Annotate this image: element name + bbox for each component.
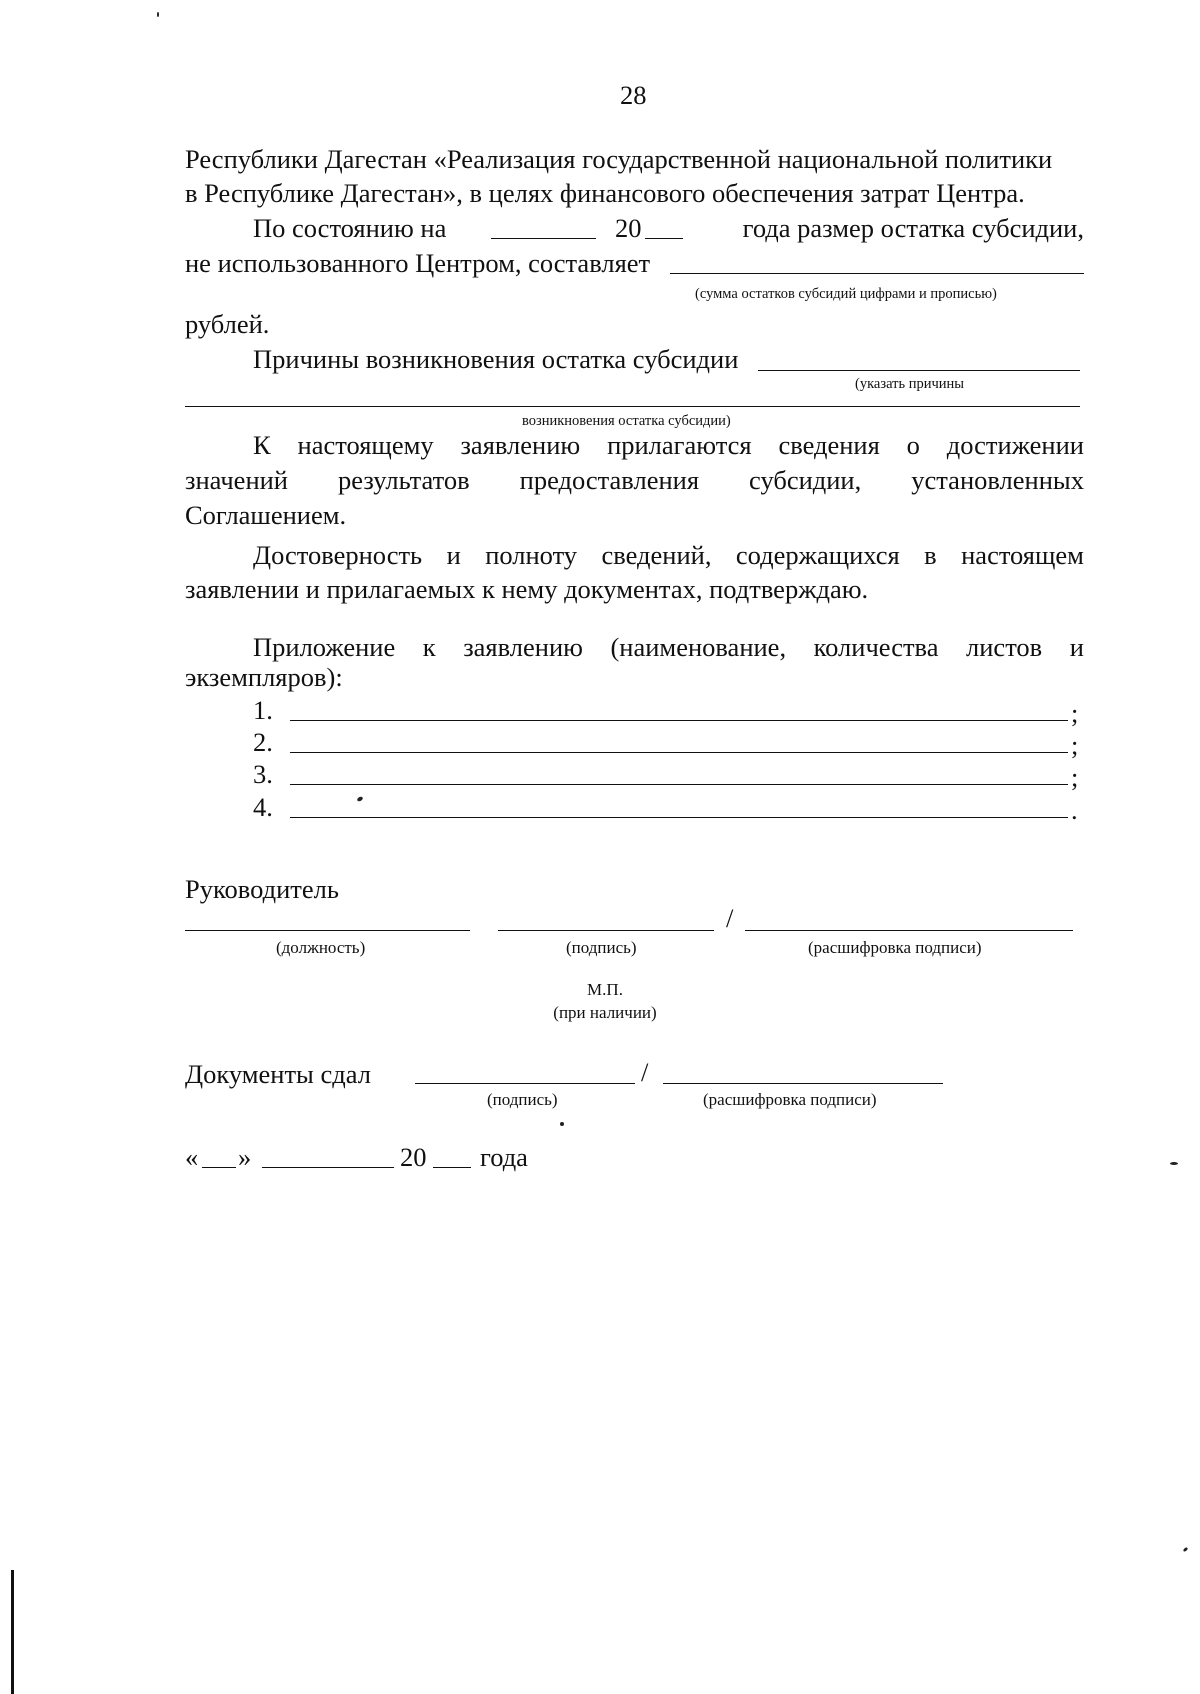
- date-day-field[interactable]: [202, 1167, 236, 1168]
- balance-year-prefix: 20: [615, 213, 642, 243]
- head-position-field[interactable]: [185, 930, 470, 931]
- appendix-item-end: ;: [1071, 698, 1079, 728]
- balance-currency: рублей.: [185, 309, 270, 339]
- scan-speck: [356, 796, 363, 802]
- submitted-signature-hint: (подпись): [487, 1090, 558, 1109]
- scan-speck: [157, 12, 159, 17]
- intro-line-2: в Республике Дагестан», в целях финансового обеспечения затрат Центра.: [185, 178, 1025, 208]
- reasons-field-1[interactable]: [758, 370, 1080, 371]
- head-decode-field[interactable]: [745, 930, 1073, 931]
- appendix-item-number: 2.: [253, 727, 273, 757]
- head-slash: /: [726, 903, 734, 933]
- appendix-item-end: ;: [1071, 730, 1079, 760]
- stamp-hint: (при наличии): [553, 1003, 657, 1022]
- appendix-item-field[interactable]: [290, 720, 1068, 721]
- reasons-hint-2: возникновения остатка субсидии): [522, 413, 731, 429]
- date-month-field[interactable]: [262, 1167, 394, 1168]
- page-number: 28: [620, 80, 647, 110]
- appendix-item-end: ;: [1071, 762, 1079, 792]
- head-title: Руководитель: [185, 874, 339, 904]
- appendix-line-1: Приложение к заявлению (наименование, количества листов и: [253, 632, 1084, 662]
- appendix-item-number: 4.: [253, 792, 273, 822]
- date-close-quote: »: [238, 1142, 252, 1172]
- balance-amount-hint: (сумма остатков субсидий цифрами и прописью): [695, 286, 997, 302]
- scan-edge-mark: [11, 1570, 14, 1694]
- appendix-item-number: 1.: [253, 695, 273, 725]
- scan-speck: [1183, 1547, 1189, 1553]
- attached-info-line-2: значений результатов предоставления субсидии, установленных: [185, 465, 1084, 495]
- submitted-decode-hint: (расшифровка подписи): [703, 1090, 877, 1109]
- date-open-quote: «: [185, 1142, 199, 1172]
- appendix-item-field[interactable]: [290, 752, 1068, 753]
- date-year-word: года: [480, 1142, 528, 1172]
- reasons-label: Причины возникновения остатка субсидии: [253, 344, 739, 374]
- submitted-signature-field[interactable]: [415, 1083, 635, 1084]
- balance-line-2: не использованного Центром, составляет: [185, 248, 651, 278]
- stamp-label: М.П.: [587, 980, 623, 999]
- reasons-field-2[interactable]: [185, 406, 1080, 407]
- date-year-field[interactable]: [433, 1167, 471, 1168]
- confirm-line-1: Достоверность и полноту сведений, содержащихся в настоящем: [253, 540, 1084, 570]
- head-signature-field[interactable]: [498, 930, 714, 931]
- submitted-slash: /: [641, 1057, 649, 1087]
- appendix-item-number: 3.: [253, 759, 273, 789]
- balance-amount-field[interactable]: [670, 273, 1084, 274]
- appendix-item-field[interactable]: [290, 784, 1068, 785]
- appendix-item-end: .: [1071, 795, 1078, 825]
- reasons-hint-1: (указать причины: [855, 376, 965, 392]
- appendix-item-field[interactable]: [290, 817, 1068, 818]
- balance-rest: года размер остатка субсидии,: [742, 213, 1084, 243]
- date-year-prefix: 20: [400, 1142, 427, 1172]
- attached-info-line-3: Соглашением.: [185, 500, 347, 530]
- confirm-line-2: заявлении и прилагаемых к нему документах, подтверждаю.: [185, 574, 869, 604]
- head-decode-hint: (расшифровка подписи): [808, 938, 982, 957]
- intro-line-1: Республики Дагестан «Реализация государственной национальной политики: [185, 144, 1053, 174]
- submitted-decode-field[interactable]: [663, 1083, 943, 1084]
- balance-as-of: По состоянию на: [253, 213, 447, 243]
- balance-date-field[interactable]: [491, 238, 596, 239]
- scan-speck: [560, 1122, 564, 1126]
- balance-year-field[interactable]: [645, 238, 683, 239]
- submitted-label: Документы сдал: [185, 1059, 371, 1089]
- head-signature-hint: (подпись): [566, 938, 637, 957]
- appendix-line-2: экземпляров):: [185, 662, 343, 692]
- attached-info-line-1: К настоящему заявлению прилагаются сведения о достижении: [253, 430, 1084, 460]
- scan-speck: [1170, 1162, 1178, 1165]
- head-position-hint: (должность): [276, 938, 366, 957]
